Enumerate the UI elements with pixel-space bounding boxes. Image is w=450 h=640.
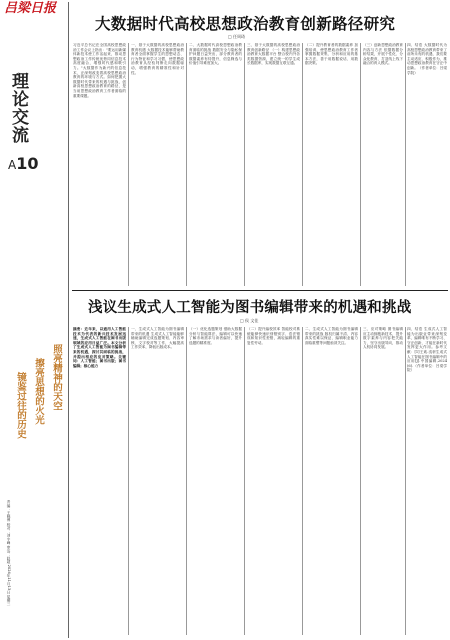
column-rule xyxy=(128,327,129,635)
article2-byline: □ 侯 文佳 xyxy=(240,318,259,323)
article2-column-1: 一、生成式人工智能为图书编辑带来的机遇 生成式人工智能能够辅助编辑完成选题策划、内容审核、文字校对等工作，大幅提高工作效率，降低出版成本。 xyxy=(131,327,184,350)
column-rule xyxy=(405,43,406,286)
column-rule xyxy=(360,43,361,286)
article-divider xyxy=(72,290,448,291)
quote-line: 照亮精神的天空 xyxy=(51,344,62,411)
section-indicator xyxy=(8,72,39,173)
newspaper-logo: 吕梁日报 xyxy=(4,1,57,16)
article2-abstract: 摘要：近年来，以通用人工智能技术为代表的新兴技术发展迅速，生成式人工智能在图书出版领域的应用日益广泛。本文分析了生成式人工智能为图书编辑带来的机遇，探讨其面临的挑战，并提出相应的应对策略。关键词：人工智能；图书出版；图书编辑；核心能力 xyxy=(73,327,126,368)
article1-column-4: 三、基于大数据的高校思想政治教育创新路径 （一）构建思想政治教育大数据平台 整合校内外各类数据资源，建立统一的学生成长数据库，实现数据互联互通。 xyxy=(247,43,300,66)
column-rule xyxy=(302,43,303,286)
quote-line: 擦亮思想的火光 xyxy=(33,358,44,425)
page-number: 10 xyxy=(16,154,39,173)
column-rule xyxy=(128,43,129,286)
article2-column-3: （二）提升编校效率 智能校对系统能够快速识别错别字、语法错误和知识性差错，减轻编辑的重复性劳动。 xyxy=(247,327,300,345)
article1-column-2: 一、基于大数据的高校思想政治教育机遇 大数据技术能够帮助教育者全面掌握学生的思想动态、行为特征和学习习惯，使思想政治教育从经验判断走向数据驱动，增强教育的精准性和针对性。 xyxy=(131,43,184,75)
column-rule xyxy=(244,327,245,635)
column-rule xyxy=(186,43,187,286)
article1-column-5: （二）提升教育者的数据素养 加强培训，使思想政治教育工作者掌握数据采集、分析和应用的基本方法，善于用数据说话、用数据决策。 xyxy=(305,43,358,66)
article2-column-2: （一）优化选题策划 借助大数据分析与智能算法，编辑可以快速了解市场需求与读者偏好，提升选题的精准度。 xyxy=(189,327,242,345)
article1-column-1: 习近平总书记在全国高校思想政治工作会议上指出："要运用新媒体新技术使工作活起来，推动思想政治工作传统优势同信息技术高度融合，增强时代感和吸引力。"大数据作为新兴的信息技术，正深刻改变着高校思想政治教育的环境与方式。如何把握大数据时代带来的机遇与挑战，创新高校思想政治教育的路径，是当前思想政治教育工作者面临的重要课题。 xyxy=(73,43,126,98)
article1-headline: 大数据时代高校思想政治教育创新路径研究 xyxy=(95,14,396,33)
editorial-info: 责编：王晓博 校对：刘宇峰 审签：赵超 2024年11月13日 星期三 xyxy=(7,500,11,606)
vertical-quote xyxy=(5,344,67,464)
article1-column-7: 四、结语 大数据时代为高校思想政治教育带来了前所未有的机遇，我们要主动适应，积极作为，推动思想政治教育在守正中创新。（作者单位：吕梁学院） xyxy=(407,43,447,75)
article2-column-5: 三、应对策略 图书编辑应主动拥抱新技术，提升数字素养与内容把关能力，坚守出版导向，推动人机协同发展。 xyxy=(363,327,403,350)
column-rule xyxy=(360,327,361,635)
article2-headline: 浅议生成式人工智能为图书编辑带来的机遇和挑战 xyxy=(88,299,412,316)
column-rule xyxy=(302,327,303,635)
section-title: 理论交流 xyxy=(8,72,28,144)
page-letter: A xyxy=(8,158,17,172)
quote-line: 镜鉴过往的历史 xyxy=(15,372,26,439)
margin-rule xyxy=(68,2,69,638)
column-rule xyxy=(186,327,187,635)
article1-byline: □ 任周琦 xyxy=(228,34,246,39)
column-rule xyxy=(405,327,406,635)
column-rule xyxy=(244,43,245,286)
article2-column-4: 二、生成式人工智能为图书编辑带来的挑战 版权归属不清、内容真实性难以保证、编辑职业能力面临重塑等问题亟须关注。 xyxy=(305,327,358,345)
masthead xyxy=(4,2,74,48)
article1-column-6: （三）创新思想政治教育内容与方法 依据数据分析结果，开展个性化、分众化教育，打造线上线下融合的育人模式。 xyxy=(363,43,403,66)
article2-column-6: 四、结语 生成式人工智能为出版业带来深刻变革，编辑唯有不断学习、守正创新，才能在新时代发挥更大作用。参考文献：[1]王欢.浅析生成式人工智能在图书编辑中的应用[J].中国编辑,2024(6).（作者单位：吕梁学院） xyxy=(407,327,447,373)
article1-column-3: 二、大数据时代高校思想政治教育面临的挑战 数据安全与隐私保护问题日益突出，部分教育者的数据素养有待提升，信息筛选与价值引导难度加大。 xyxy=(189,43,242,66)
